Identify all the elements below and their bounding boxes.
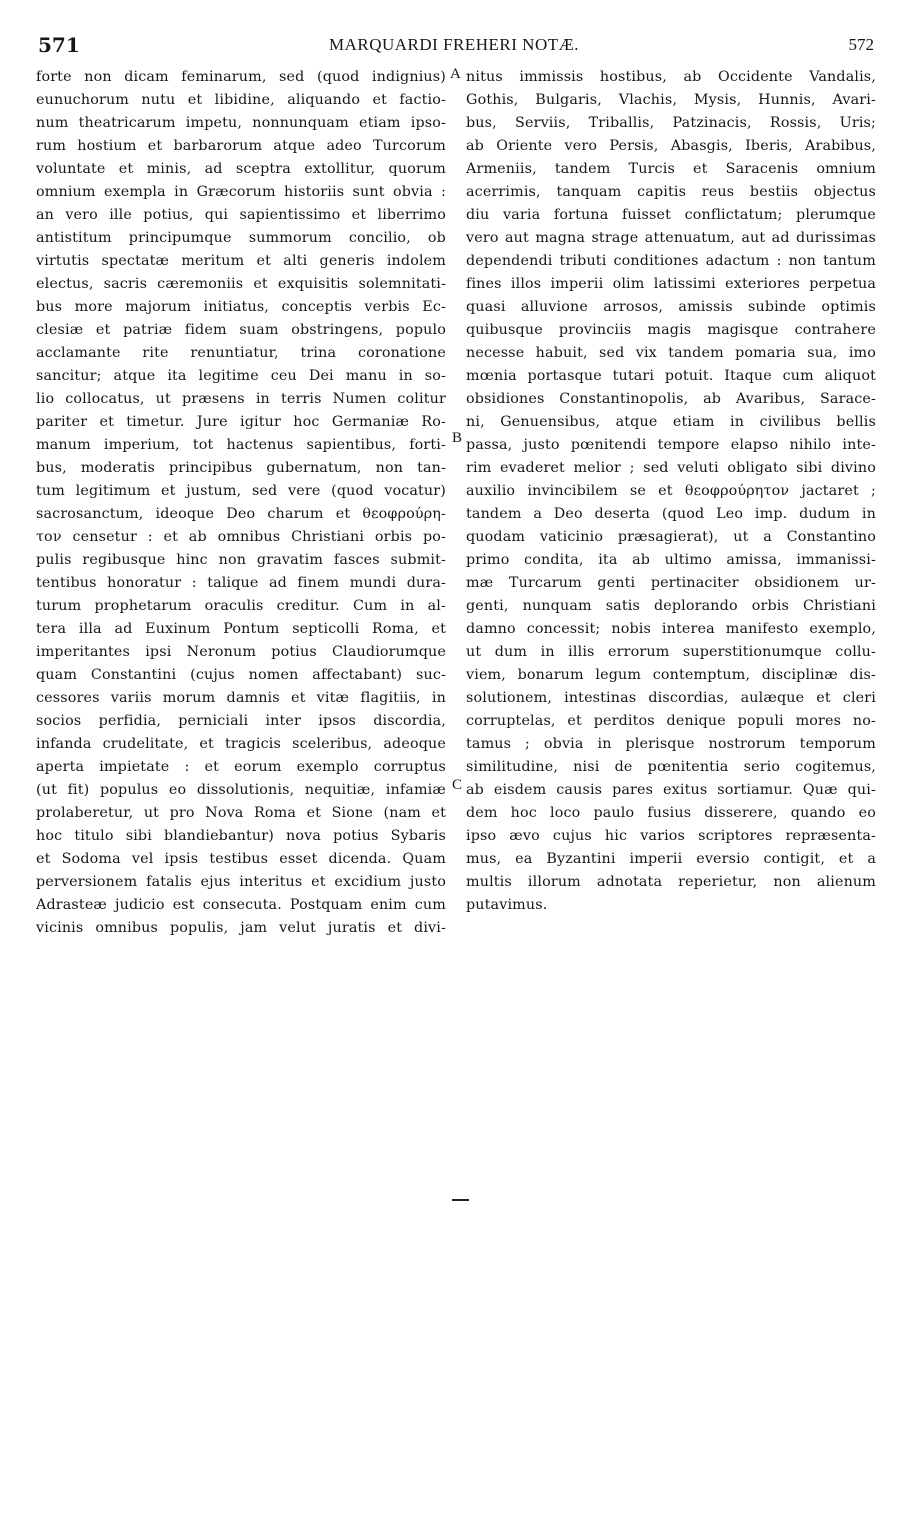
text-line: tentibus honoratur : talique ad finem mundi dura- <box>36 575 446 591</box>
text-line: ab eisdem causis pares exitus sortiamur. Quæ qui- <box>466 782 876 798</box>
text-line: multis illorum adnotata reperietur, non alienum <box>466 874 876 890</box>
page-number-right: 572 <box>848 35 874 54</box>
text-line: acclamante rite renuntiatur, trina coronatione <box>36 345 446 361</box>
running-title: MARQUARDI FREHERI NOTÆ. <box>329 35 579 54</box>
text-line: vicinis omnibus populis, jam velut juratis et divi- <box>36 920 446 936</box>
text-line: mæ Turcarum genti pertinaciter obsidionem ur- <box>466 575 876 591</box>
text-line: pariter et timetur. Jure igitur hoc Germaniæ Ro- <box>36 414 446 430</box>
text-line: omnium exempla in Græcorum historiis sunt obvia : <box>36 184 446 200</box>
text-line: an vero ille potius, qui sapientissimo et liberrimo <box>36 207 446 223</box>
text-line: sancitur; atque ita legitime ceu Dei manu in so- <box>36 368 446 384</box>
section-marker-b: B <box>452 430 463 446</box>
text-line: tum legitimum et justum, sed vere (quod vocatur) <box>36 483 446 499</box>
text-line: quodam vaticinio præsagierat), ut a Constantino <box>466 529 876 545</box>
text-line: Adrasteæ judicio est consecuta. Postquam enim cum <box>36 897 446 913</box>
text-line: viem, bonarum legum contemptum, disciplinæ dis- <box>466 667 876 683</box>
text-line: auxilio invincibilem se et θεοφρούρητον jactaret ; <box>466 483 876 499</box>
text-line: mœnia portasque tutari potuit. Itaque cum aliquot <box>466 368 876 384</box>
text-line: antistitum principumque summorum concilio, ob <box>36 230 446 246</box>
section-marker-a: A <box>450 66 461 82</box>
text-line: damno concessit; nobis interea manifesto exemplo, <box>466 621 876 637</box>
text-line: solutionem, intestinas discordias, aulæque et cleri <box>466 690 876 706</box>
text-line: τον censetur : et ab omnibus Christiani orbis po- <box>36 529 446 545</box>
text-line: obsidiones Constantinopolis, ab Avaribus, Sarace- <box>466 391 876 407</box>
text-line: necesse habuit, sed vix tandem pomaria sua, imo <box>466 345 876 361</box>
text-line: diu varia fortuna fuisset conflictatum; plerumque <box>466 207 876 223</box>
text-line: et Sodoma vel ipsis testibus esset dicenda. Quam <box>36 851 446 867</box>
text-line: similitudine, nisi de pœnitentia serio cogitemus, <box>466 759 876 775</box>
text-line: dependendi tributi conditiones adactum : non tantum <box>466 253 876 269</box>
text-line: lio collocatus, ut præsens in terris Numen colitur <box>36 391 446 407</box>
text-line: rum hostium et barbarorum atque adeo Turcorum <box>36 138 446 154</box>
text-line: acerrimis, tanquam capitis reus bestiis objectus <box>466 184 876 200</box>
text-line: nitus immissis hostibus, ab Occidente Vandalis, <box>466 69 876 85</box>
text-line: cessores variis morum damnis et vitæ flagitiis, in <box>36 690 446 706</box>
text-line: tera illa ad Euxinum Pontum septicolli Roma, et <box>36 621 446 637</box>
text-line: forte non dicam feminarum, sed (quod indignius) <box>36 69 446 85</box>
text-line: ab Oriente vero Persis, Abasgis, Iberis, Arabibus, <box>466 138 876 154</box>
text-line: bus, Serviis, Triballis, Patzinacis, Rossis, Uris; <box>466 115 876 131</box>
text-line: passa, justo pœnitendi tempore elapso nihilo inte- <box>466 437 876 453</box>
section-marker-c: C <box>452 777 463 793</box>
text-line: primo condita, ita ab ultimo amissa, immanissi- <box>466 552 876 568</box>
text-line: ni, Genuensibus, atque etiam in civilibus bellis <box>466 414 876 430</box>
text-line: virtutis spectatæ meritum et alti generis indolem <box>36 253 446 269</box>
text-line: rim evaderet melior ; sed veluti obligato sibi divino <box>466 460 876 476</box>
right-column-text <box>466 66 876 917</box>
text-line: tandem a Deo deserta (quod Leo imp. dudum in <box>466 506 876 522</box>
text-line: genti, nunquam satis deplorando orbis Christiani <box>466 598 876 614</box>
text-line: ipso ævo cujus hic varios scriptores repræsenta- <box>466 828 876 844</box>
text-line: bus, moderatis principibus gubernatum, non tan- <box>36 460 446 476</box>
text-line: turum prophetarum oraculis creditur. Cum in al- <box>36 598 446 614</box>
text-line: bus more majorum initiatus, conceptis verbis Ec- <box>36 299 446 315</box>
text-line: vero aut magna strage attenuatum, aut ad durissimas <box>466 230 876 246</box>
text-line: manum imperium, tot hactenus sapientibus, forti- <box>36 437 446 453</box>
text-line: sacrosanctum, ideoque Deo charum et θεοφρούρη- <box>36 506 446 522</box>
text-line: eunuchorum nutu et libidine, aliquando et factio- <box>36 92 446 108</box>
page-number-left: 571 <box>38 33 80 57</box>
left-column-text <box>36 66 446 940</box>
text-line: tamus ; obvia in plerisque nostrorum temporum <box>466 736 876 752</box>
text-line: infanda crudelitate, et tragicis sceleribus, adeoque <box>36 736 446 752</box>
text-line: dem hoc loco paulo fusius disserere, quando eo <box>466 805 876 821</box>
text-line: (ut fit) populus eo dissolutionis, nequitiæ, infamiæ <box>36 782 446 798</box>
text-line: prolaberetur, ut pro Nova Roma et Sione (nam et <box>36 805 446 821</box>
text-line: imperitantes ipsi Neronum potius Claudiorumque <box>36 644 446 660</box>
text-line: electus, sacris cæremoniis et exquisitis solemnitati- <box>36 276 446 292</box>
text-line: quibusque provinciis magis magisque contrahere <box>466 322 876 338</box>
text-line: num theatricarum impetu, nonnunquam etiam ipso- <box>36 115 446 131</box>
text-line: Gothis, Bulgaris, Vlachis, Mysis, Hunnis, Avari- <box>466 92 876 108</box>
text-line: aperta impietate : et eorum exemplo corruptus <box>36 759 446 775</box>
text-line: voluntate et minis, ad sceptra extollitur, quorum <box>36 161 446 177</box>
text-line: clesiæ et patriæ fidem suam obstringens, populo <box>36 322 446 338</box>
text-line: pulis regibusque hinc non gravatim fasces submit- <box>36 552 446 568</box>
text-line: perversionem fatalis ejus interitus et excidium justo <box>36 874 446 890</box>
end-rule <box>452 1199 469 1201</box>
text-line: quasi alluvione arrosos, amissis subinde optimis <box>466 299 876 315</box>
text-line: hoc titulo sibi blandiebantur) nova potius Sybaris <box>36 828 446 844</box>
text-line: socios perfidia, perniciali inter ipsos discordia, <box>36 713 446 729</box>
text-line: putavimus. <box>466 897 548 913</box>
text-line: ut dum in illis errorum superstitionumque collu- <box>466 644 876 660</box>
running-header <box>34 33 874 57</box>
text-line: quam Constantini (cujus nomen affectabant) suc- <box>36 667 446 683</box>
text-line: fines illos imperii olim latissimi exteriores perpetua <box>466 276 876 292</box>
text-line: Armeniis, tandem Turcis et Saracenis omnium <box>466 161 876 177</box>
text-line: mus, ea Byzantini imperii eversio contigit, et a <box>466 851 876 867</box>
text-line: corruptelas, et perditos denique populi mores no- <box>466 713 876 729</box>
